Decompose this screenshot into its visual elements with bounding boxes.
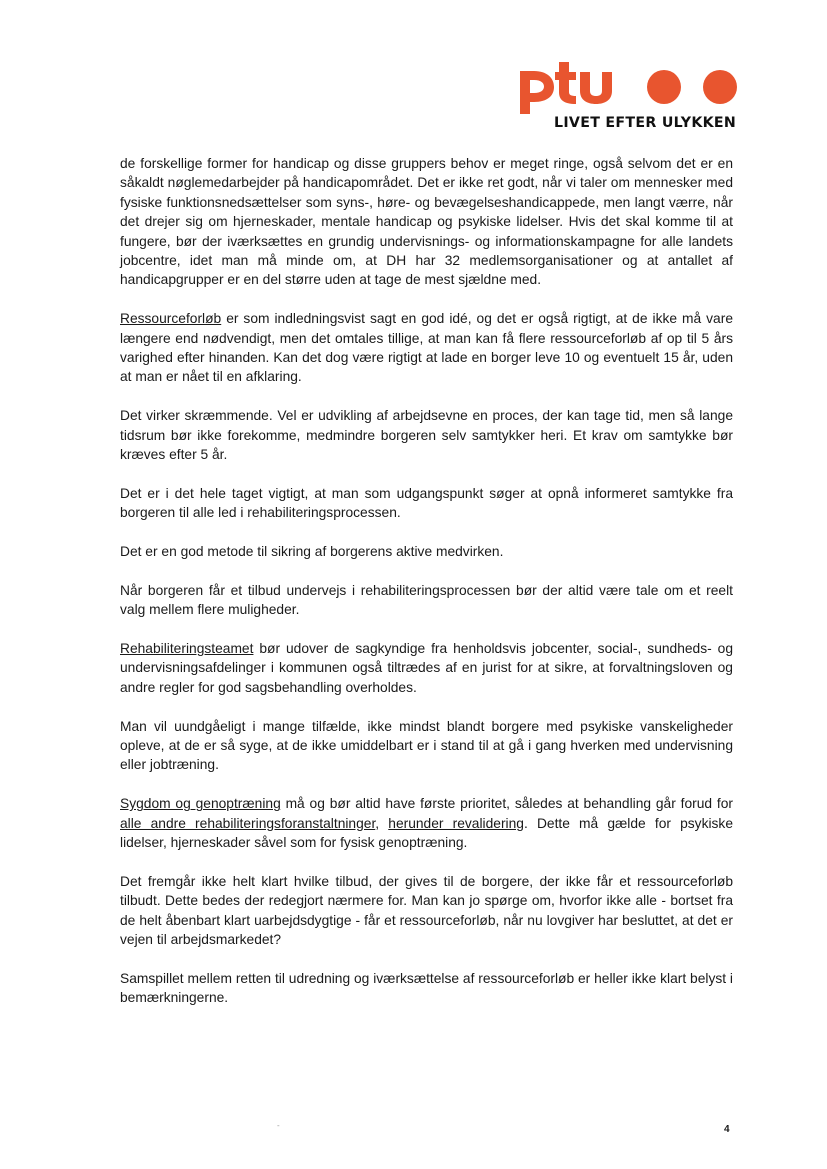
underlined-term: Ressourceforløb (120, 311, 222, 327)
logo-letter-u (580, 72, 612, 104)
paragraph: Det fremgår ikke helt klart hvilke tilbud, der gives til de borgere, der ikke får et ressourceforløb tilbudt. Dette bedes der redegjort nærmere for. Man kan jo spørge om, hvorfor ikke alle - bortset fra de helt åbenbart klart uarbejdsdygtige - får et ressourceforløb, når nu lovgiver har besluttet, at det er vejen til arbejdsmarkedet? (120, 873, 733, 948)
paragraph: Ressourceforløb er som indledningsvist sagt en god idé, og det er også rigtigt, at de ikke må vare længere end nødvendigt, men det omtales tillige, at man kan få flere ressourceforløb af op til 5 års varighed efter hinanden. Kan det dog være rigtigt at lade en borger leve 10 og eventuelt 15 år, uden at man er nået til en afklaring. (120, 311, 733, 385)
document-body (120, 154, 733, 1027)
paragraph: Man vil uundgåeligt i mange tilfælde, ikke mindst blandt borgere med psykiske vanskeligheder opleve, at de er så syge, at de ikke umiddelbart er i stand til at gå i gang hverken med undervisning eller jobtræning. (120, 718, 733, 773)
footer-mark: - (277, 1121, 280, 1130)
underlined-term: Rehabiliteringsteamet (120, 641, 254, 657)
logo-tagline: LIVET EFTER ULYKKEN (554, 115, 737, 131)
paragraph: Det virker skræmmende. Vel er udvikling af arbejdsevne en proces, der kan tage tid, men så lange tidsrum bør ikke forekomme, medmindre borgeren selv samtykker heri. Et krav om samtykke bør kræves efter 5 år. (120, 408, 733, 463)
underlined-term: herunder revalidering (388, 815, 524, 831)
paragraph: Når borgeren får et tilbud undervejs i rehabiliteringsprocessen bør der altid være tale om et reelt valg mellem flere muligheder. (120, 582, 733, 618)
paragraph: Sygdom og genoptræning må og bør altid have første prioritet, således at behandling går forud for alle andre rehabiliteringsforanstaltninger, herunder revalidering. Dette må gælde for psykiske lidelser, hjerneskader såvel som for fysisk genoptræning. (120, 796, 734, 851)
logo-mark (514, 58, 740, 118)
logo-dot-left (647, 70, 681, 104)
underlined-term: alle andre rehabiliteringsforanstaltninger (120, 815, 376, 831)
logo-letter-p (520, 71, 554, 114)
paragraph: Rehabiliteringsteamet bør udover de sagkyndige fra henholdsvis jobcenter, social-, sundheds- og undervisningsafdelinger i kommunen også tiltrædes af en jurist for at sikre, at forvaltningsloven og andre regler for god sagsbehandling overholdes. (120, 641, 733, 695)
paragraph: Samspillet mellem retten til udredning og iværksættelse af ressourceforløb er heller ikke klart belyst i bemærkningerne. (120, 970, 733, 1006)
ptu-logo (514, 58, 740, 138)
logo-dot-right (703, 70, 737, 104)
underlined-term: Sygdom og genoptræning (120, 796, 281, 812)
paragraph: Det er en god metode til sikring af borgerens aktive medvirken. (120, 544, 504, 560)
page-number: 4 (724, 1124, 730, 1135)
logo-letter-t (555, 62, 576, 104)
paragraph: Det er i det hele taget vigtigt, at man som udgangspunkt søger at opnå informeret samtykke fra borgeren til alle led i rehabiliteringsprocessen. (120, 485, 733, 521)
paragraph: de forskellige former for handicap og disse gruppers behov er meget ringe, også selvom det er en såkaldt nøglemedarbejder på handicapområdet. Det er ikke ret godt, når vi taler om mennesker med fysiske funktionsnedsættelser som syns-, høre- og bevægelseshandicappede, men langt værre, når det drejer sig om hjerneskader, mentale handicap og psykiske lidelser. Hvis det skal komme til at fungere, bør der iværksættes en grundig undervisnings- og informationskampagne for alle landets jobcentre, idet man må minde om, at DH har 32 medlemsorganisationer og at antallet af handicapgrupper er en del større uden at tage de mest sjældne med. (120, 156, 733, 288)
